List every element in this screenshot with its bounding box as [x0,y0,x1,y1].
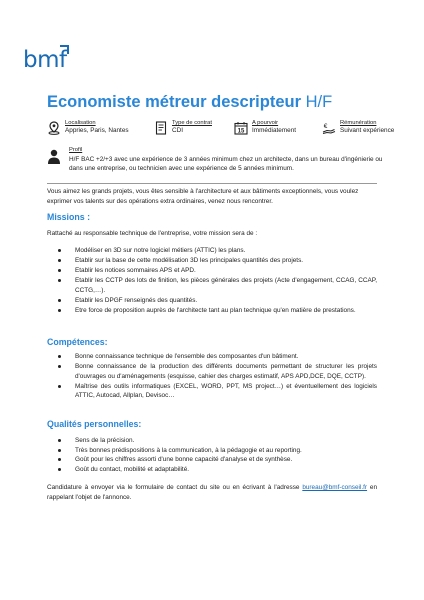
svg-text:€: € [323,123,328,130]
list-item: Etablir les CCTP des lots de finition, les pièces générales des projets (Acte d'engagement, CCAG, CCAP, CCTG,…). [47,276,377,295]
list-item: Etablir les DPGF renseignés des quantités. [47,296,377,306]
calendar-icon [234,121,248,135]
localisation-value: Appries, Paris, Nantes [65,127,129,134]
list-item: Sens de la précision. [47,436,377,446]
competences-list [47,352,377,401]
job-title-main: Economiste métreur descripteur [47,93,301,111]
pourvoir-label: A pourvoir [252,120,279,126]
contact-text-after: en rappelant l'objet de l'annonce. [47,484,377,501]
qualites-list [47,436,377,474]
remuneration-value: Suivant expérience [340,127,395,134]
localisation-label: Localisation [65,120,96,126]
contrat-label: Type de contrat [172,120,212,126]
list-item: Goût du contact, mobilité et adaptabilité. [47,465,377,475]
contrat-value: CDI [172,127,184,134]
job-title [47,93,332,112]
contact-paragraph [47,483,377,502]
contact-text-before: Candidature à envoyer via le formulaire de contact du site ou en écrivant à l'adresse [47,484,303,491]
missions-list [47,246,377,316]
list-item: Goût pour les chiffres assorti d'une bonne capacité d'analyse et de synthèse. [47,455,377,465]
list-item: Modéliser en 3D sur notre logiciel métiers (ATTIC) les plans. [47,246,377,256]
job-title-suffix: H/F [305,93,333,111]
company-logo: bmf [23,47,67,73]
list-item: Très bonnes prédispositions à la communication, à la pédagogie et au reporting. [47,446,377,456]
missions-heading: Missions : [47,212,91,222]
job-info-row [47,120,397,142]
intro-paragraph: Vous aimez les grands projets, vous êtes sensible à l'architecture et aux bâtiments exceptionnels, vous voulez exprimer vos talents sur des opérations extra ordinaires, venez nous rencontrer. [47,188,359,205]
missions-lead: Rattaché au responsable technique de l'entreprise, votre mission sera de : [47,230,258,237]
list-item: Maîtrise des outils informatiques (EXCEL, WORD, PPT, MS project…) et éventuellement des logiciels ATTIC, Autocad, Allplan, Devisoc… [47,382,377,401]
profil-label: Profil [69,147,83,153]
document-icon [154,121,168,135]
contact-email-link[interactable]: bureau@bmf-conseil.fr [302,484,368,491]
logo-corner-mark [60,45,69,54]
list-item: Etablir les notices sommaires APS et APD. [47,266,377,276]
profil-text: H/F BAC +2/+3 avec une expérience de 3 années minimum chez un architecte, dans un bureau d'ingénierie ou dans une entreprise, ou technicien avec une expérience de 5 années minimum. [69,156,383,172]
person-icon [47,149,61,165]
list-item: Bonne connaissance de la production des différents documents permettant de structurer les projets d'ouvrages ou d'aménagements (esquisse, cahier des charges estimatif, APS APD,DCE, DQE, CCTP). [47,362,377,381]
money-hand-icon [322,121,336,135]
list-item: Bonne connaissance technique de l'ensemble des composantes d'un bâtiment. [47,352,377,362]
qualites-heading: Qualités personnelles: [47,419,142,429]
remuneration-label: Rémunération [340,120,377,126]
section-divider [47,183,377,184]
map-pin-icon [47,121,61,135]
svg-text:15: 15 [237,128,245,135]
list-item: Etre force de proposition auprès de l'architecte tant au plan technique qu'en matière de prestations. [47,306,377,316]
list-item: Etablir sur la base de cette modélisation 3D les principales quantités des projets. [47,256,377,266]
competences-heading: Compétences: [47,337,108,347]
pourvoir-value: Immédiatement [252,127,297,134]
